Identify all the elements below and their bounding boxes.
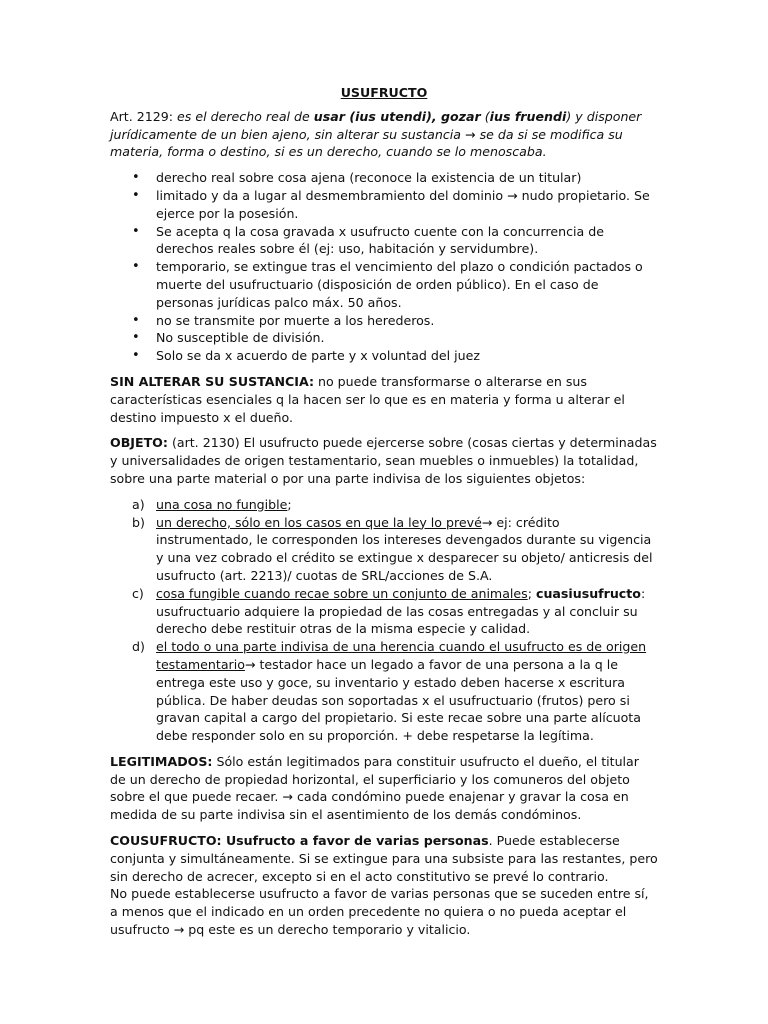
intro-paragraph: Art. 2129: es el derecho real de usar (ius utendi), gozar (ius fruendi) y disponer jurídicamente de un bien ajeno, sin alterar su sustancia → se da si se modifica su materia, forma o destino, si es un derecho, cuando se lo menoscaba. bbox=[110, 108, 642, 160]
bullet-icon: • bbox=[132, 187, 140, 203]
list-item-a: a) una cosa no fungible; bbox=[132, 496, 292, 512]
list-item: • Se acepta q la cosa gravada x usufructo cuente con la concurrencia de derechos reales sobre él (ej: uso, habitación y servidumbre). bbox=[132, 223, 604, 257]
list-item: • No susceptible de división. bbox=[132, 330, 325, 346]
article-ref: Art. 2129: bbox=[110, 108, 178, 124]
list-item-b: b) un derecho, sólo en los casos en que la ley lo prevé→ ej: crédito instrumentado, le corresponden los intereses devengados durante su vigencia y una vez cobrado el crédito se extingue x desparecer su objeto/ anticresis del usufructo (art. 2213)/ cuotas de SRL/acciones de S.A. bbox=[132, 514, 653, 583]
bullet-icon: • bbox=[132, 330, 140, 346]
bullet-icon: • bbox=[132, 170, 140, 186]
list-marker: b) bbox=[132, 514, 145, 530]
section-label: OBJETO: bbox=[110, 435, 168, 451]
section-label: COUSUFRUCTO: Usufructo a favor de varias personas bbox=[110, 833, 489, 849]
list-item: • derecho real sobre cosa ajena (reconoce la existencia de un titular) bbox=[132, 170, 582, 186]
objeto-paragraph: OBJETO: (art. 2130) El usufructo puede ejercerse sobre (cosas ciertas y determinadas y universalidades de origen testamentario, sean muebles o inmuebles) la totalidad, sobre una parte material o por una parte indivisa de los siguientes objetos: bbox=[110, 435, 657, 486]
cousufructo-paragraph: COUSUFRUCTO: Usufructo a favor de varias personas. Puede establecerse conjunta y simultáneamente. Si se extingue para una subsiste para las restantes, pero sin derecho de acrecer, excepto si en el acto constitutivo se prevé lo contrario. No puede establecerse usufructo a favor de varias personas que se suceden entre sí, a menos que el indicado en un orden precedente no quiera o no pueda aceptar el usufructo → pq este es un derecho temporario y vitalicio. bbox=[110, 833, 658, 938]
section-label: LEGITIMADOS: bbox=[110, 753, 213, 769]
list-marker: d) bbox=[132, 639, 145, 655]
bullet-icon: • bbox=[132, 348, 140, 364]
list-marker: c) bbox=[132, 585, 144, 601]
objects-list bbox=[110, 496, 658, 745]
bullet-icon: • bbox=[132, 259, 140, 275]
list-item-d: d) el todo o una parte indivisa de una herencia cuando el usufructo es de origen testamentario→ testador hace un legado a favor de una persona a la q le entrega este uso y goce, su inventario y estado deben hacerse x escritura pública. De haber deudas son soportadas x el usufructuario (frutos) pero si gravan capital a cargo del propietario. Si este recae sobre una parte alícuota debe responder solo en su proporción. + debe respetarse la legítima. bbox=[132, 639, 647, 744]
document-title: USUFRUCTO bbox=[340, 85, 428, 100]
list-item: • limitado y da a lugar al desmembramiento del dominio → nudo propietario. Se ejerce por la posesión. bbox=[132, 187, 650, 221]
bullet-icon: • bbox=[132, 312, 140, 328]
document-page bbox=[110, 84, 658, 947]
list-item: • Solo se da x acuerdo de parte y x voluntad del juez bbox=[132, 348, 481, 364]
bullet-icon: • bbox=[132, 223, 140, 239]
list-item: • temporario, se extingue tras el vencimiento del plazo o condición pactados o muerte del usufructuario (disposición de orden público). En el caso de personas jurídicas palco máx. 50 años. bbox=[132, 259, 643, 310]
characteristics-list bbox=[110, 169, 658, 365]
sin-alterar-paragraph: SIN ALTERAR SU SUSTANCIA: no puede transformarse o alterarse en sus características esenciales q la hacen ser lo que es en materia y forma u alterar el destino impuesto x el dueño. bbox=[110, 373, 625, 425]
list-item-c: c) cosa fungible cuando recae sobre un conjunto de animales; cuasiusufructo: usufructuario adquiere la propiedad de las cosas entregadas y al concluir su derecho debe restituir otras de la misma especie y calidad. bbox=[132, 585, 646, 637]
list-marker: a) bbox=[132, 496, 145, 512]
arrow-icon: → bbox=[465, 126, 476, 142]
list-item: • no se transmite por muerte a los herederos. bbox=[132, 312, 435, 328]
legitimados-paragraph: LEGITIMADOS: Sólo están legitimados para constituir usufructo el dueño, el titular de un derecho de propiedad horizontal, el superficiario y los comuneros del objeto sobre el que puede recaer. → cada condómino puede enajenar y gravar la cosa en medida de su parte indivisa sin el asentimiento de los demás condóminos. bbox=[110, 753, 639, 823]
section-label: SIN ALTERAR SU SUSTANCIA: bbox=[110, 373, 314, 389]
